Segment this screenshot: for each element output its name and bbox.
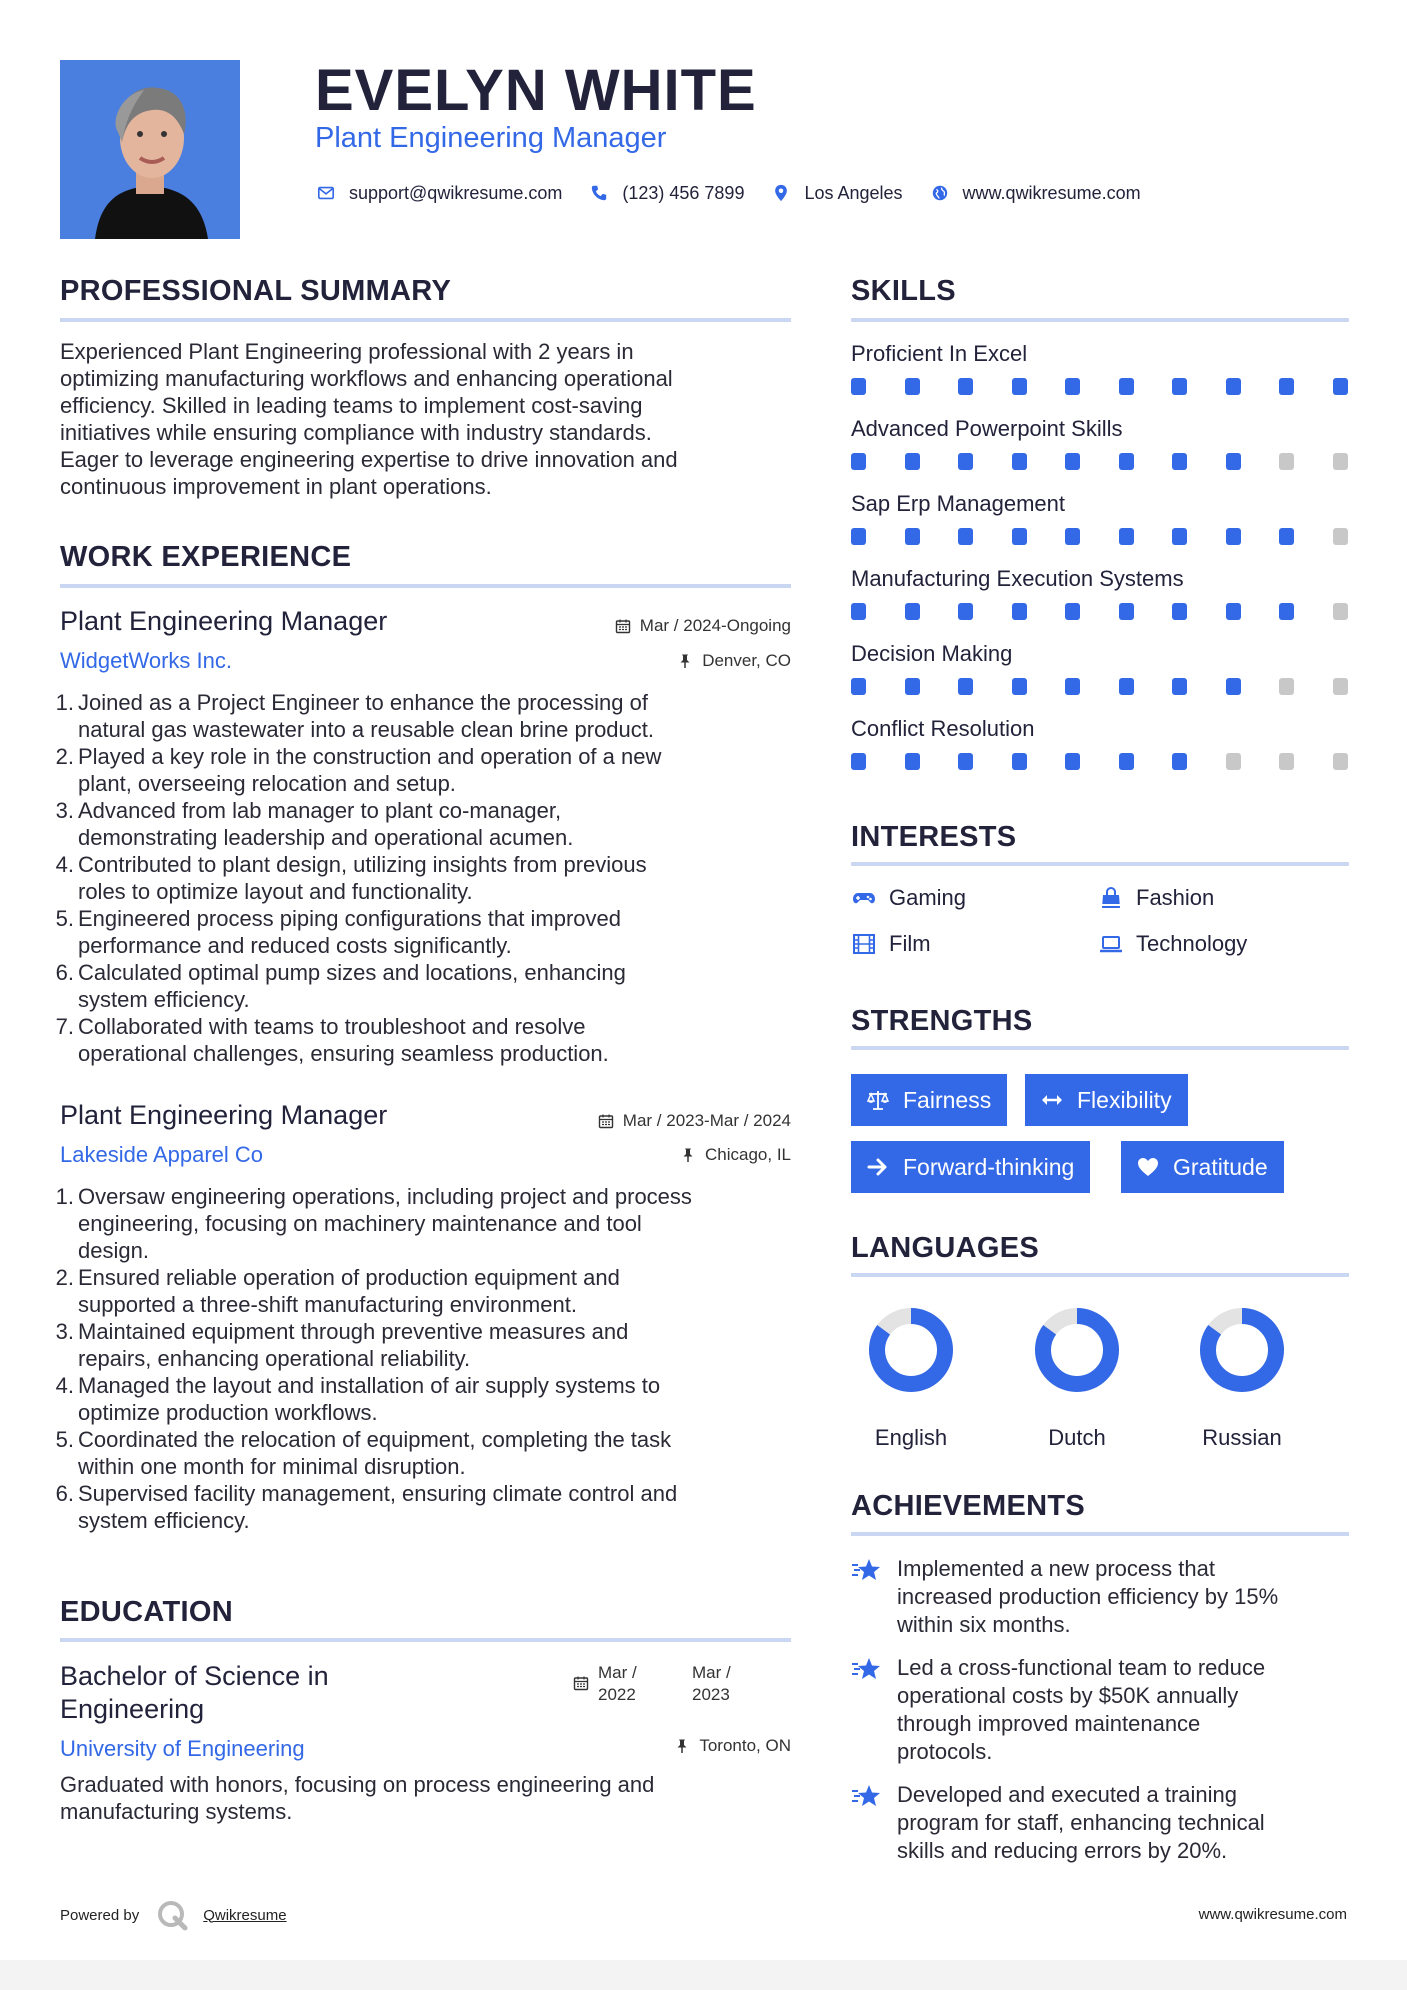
rating-dot-empty (1333, 753, 1348, 770)
candidate-role: Plant Engineering Manager (315, 122, 667, 154)
job-title: Plant Engineering Manager (60, 1100, 388, 1130)
achievement-item (851, 1555, 1351, 1639)
portrait-image (60, 60, 240, 239)
job-duties-list (50, 689, 790, 1067)
rating-dot-filled (1065, 753, 1080, 770)
interest-label: Gaming (889, 885, 967, 910)
rating-dot-filled (1279, 378, 1294, 395)
summary-line: efficiency. Skilled in leading teams to implement cost-saving (60, 393, 643, 418)
skill-rating (851, 753, 1349, 771)
summary-line: Experienced Plant Engineering professional with 2 years in (60, 339, 634, 364)
skills-heading: SKILLS (851, 275, 956, 307)
rating-dot-filled (851, 603, 866, 620)
rating-dot-filled (1012, 753, 1027, 770)
job-location (676, 650, 791, 672)
skill-item (851, 565, 1349, 621)
qwikresume-logo-icon (155, 1898, 189, 1932)
job-date (614, 615, 791, 637)
summary-divider (60, 318, 791, 322)
language-proficiency-ring (867, 1306, 955, 1394)
list-item: within one month for minimal disruption. (78, 1454, 466, 1479)
footer-branding (60, 1898, 287, 1932)
strength-label: Fairness (903, 1086, 992, 1113)
list-item: roles to optimize layout and functionality. (78, 879, 473, 904)
language-proficiency-ring (1198, 1306, 1286, 1394)
gamepad-icon (851, 885, 877, 911)
rating-dot-filled (958, 378, 973, 395)
rating-dot-empty (1279, 753, 1294, 770)
achievement-item (851, 1654, 1351, 1766)
rating-dot-filled (1065, 528, 1080, 545)
contact-bar (315, 178, 1167, 208)
globe-icon (929, 182, 951, 204)
languages-heading: LANGUAGES (851, 1232, 1039, 1264)
education-divider (60, 1638, 791, 1642)
language-name: Dutch (1048, 1425, 1106, 1450)
shopping-bag-icon (1098, 885, 1124, 911)
skill-rating (851, 453, 1349, 471)
rating-dot-filled (851, 453, 866, 470)
rating-dot-filled (851, 378, 866, 395)
website-text: www.qwikresume.com (962, 182, 1141, 203)
strength-chip (1025, 1074, 1188, 1126)
star-award-icon (851, 1555, 885, 1585)
language-item (1017, 1306, 1137, 1452)
rating-dot-filled (1172, 528, 1187, 545)
interest-fashion (1098, 884, 1214, 912)
education-dates (572, 1662, 731, 1706)
rating-dot-filled (851, 528, 866, 545)
list-item: optimize production workflows. (78, 1400, 378, 1425)
job-duties-list (50, 1183, 790, 1534)
list-item: 5. Coordinated the relocation of equipment, completing the task (55, 1427, 672, 1452)
list-item: demonstrating leadership and operational acumen. (78, 825, 574, 850)
arrow-right-icon (865, 1154, 891, 1180)
rating-dot-filled (1226, 453, 1241, 470)
list-item: 4. Contributed to plant design, utilizing insights from previous (55, 852, 647, 877)
rating-dot-filled (1012, 678, 1027, 695)
rating-dot-filled (1119, 753, 1134, 770)
summary-line: continuous improvement in plant operations. (60, 474, 492, 499)
contact-email[interactable] (315, 182, 562, 204)
experience-divider (60, 584, 791, 588)
achievement-item (851, 1781, 1351, 1865)
rating-dot-filled (905, 753, 920, 770)
skill-rating (851, 528, 1349, 546)
list-item: 5. Engineered process piping configurations that improved (55, 906, 621, 931)
star-award-icon (851, 1654, 885, 1684)
degree-title: Bachelor of Science in Engineering (60, 1661, 329, 1724)
school-name[interactable]: University of Engineering (60, 1736, 305, 1761)
job-location (679, 1144, 791, 1166)
list-item: operational challenges, ensuring seamless production. (78, 1041, 609, 1066)
summary-line: initiatives while ensuring compliance with industry standards. (60, 420, 652, 445)
languages-divider (851, 1273, 1349, 1277)
rating-dot-filled (1172, 378, 1187, 395)
date-text: Mar / 2023-Mar / 2024 (622, 1111, 791, 1130)
achievement-text: Implemented a new process that increased production efficiency by 15% within six months. (897, 1556, 1279, 1637)
language-item (1182, 1306, 1302, 1452)
phone-icon (588, 182, 610, 204)
pushpin-icon (673, 1737, 691, 1755)
skill-name: Proficient In Excel (851, 341, 1028, 366)
skills-divider (851, 318, 1349, 322)
interests-divider (851, 862, 1349, 866)
rating-dot-filled (905, 678, 920, 695)
strength-label: Forward-thinking (903, 1153, 1075, 1180)
strengths-divider (851, 1046, 1349, 1050)
footer-website[interactable]: www.qwikresume.com (1198, 1906, 1347, 1923)
list-item: performance and reduced costs significantly. (78, 933, 512, 958)
rating-dot-filled (905, 453, 920, 470)
rating-dot-filled (905, 378, 920, 395)
rating-dot-filled (851, 678, 866, 695)
skill-name: Decision Making (851, 641, 1013, 666)
list-item: supported a three-shift manufacturing environment. (78, 1292, 577, 1317)
rating-dot-filled (1119, 528, 1134, 545)
brand-link[interactable]: Qwikresume (203, 1906, 287, 1924)
page-bottom-band (0, 1960, 1407, 1990)
education-heading: EDUCATION (60, 1596, 233, 1628)
contact-location (770, 182, 902, 204)
rating-dot-filled (1333, 378, 1348, 395)
education-location (673, 1735, 791, 1757)
skill-item (851, 415, 1349, 471)
list-item: 2. Played a key role in the construction and operation of a new (55, 744, 662, 769)
rating-dot-filled (1119, 378, 1134, 395)
rating-dot-filled (905, 528, 920, 545)
candidate-name: EVELYN WHITE (315, 58, 757, 123)
rating-dot-empty (1226, 753, 1241, 770)
calendar-icon (614, 617, 632, 635)
skill-rating (851, 603, 1349, 621)
start-date: Mar / 2022 (598, 1663, 637, 1704)
heart-icon (1135, 1154, 1161, 1180)
rating-dot-filled (1226, 528, 1241, 545)
interest-label: Film (889, 931, 931, 956)
list-item: system efficiency. (78, 987, 250, 1012)
rating-dot-empty (1333, 453, 1348, 470)
education-description: Graduated with honors, focusing on process engineering and manufacturing systems. (60, 1772, 655, 1824)
interest-label: Technology (1136, 931, 1248, 956)
skill-name: Advanced Powerpoint Skills (851, 416, 1123, 441)
summary-heading: PROFESSIONAL SUMMARY (60, 275, 452, 307)
strength-chip (1121, 1141, 1284, 1193)
summary-line: Eager to leverage engineering expertise to drive innovation and (60, 447, 678, 472)
end-date: Mar / 2023 (692, 1663, 731, 1704)
rating-dot-filled (1065, 678, 1080, 695)
list-item: plant, overseeing relocation and setup. (78, 771, 456, 796)
rating-dot-filled (1172, 603, 1187, 620)
list-item: 4. Managed the layout and installation of air supply systems to (55, 1373, 661, 1398)
pushpin-icon (676, 652, 694, 670)
list-item: design. (78, 1238, 149, 1263)
company-name[interactable]: Lakeside Apparel Co (60, 1142, 264, 1167)
star-award-icon (851, 1781, 885, 1811)
list-item: natural gas wastewater into a reusable clean brine product. (78, 717, 655, 742)
strength-label: Flexibility (1077, 1086, 1172, 1113)
rating-dot-empty (1333, 528, 1348, 545)
rating-dot-filled (1065, 453, 1080, 470)
powered-by-text: Powered by (60, 1906, 140, 1924)
list-item: repairs, enhancing operational reliability. (78, 1346, 471, 1371)
rating-dot-filled (1172, 453, 1187, 470)
achievement-text: Led a cross-functional team to reduce operational costs by $50K annually through improved maintenance protocols. (897, 1655, 1266, 1764)
language-name: English (874, 1425, 948, 1450)
rating-dot-filled (1012, 528, 1027, 545)
rating-dot-empty (1279, 678, 1294, 695)
profile-photo (60, 60, 240, 239)
rating-dot-filled (1119, 603, 1134, 620)
skill-rating (851, 678, 1349, 696)
skill-item (851, 640, 1349, 696)
date-text: Mar / 2024-Ongoing (639, 616, 791, 635)
company-name[interactable]: WidgetWorks Inc. (60, 648, 232, 673)
rating-dot-filled (905, 603, 920, 620)
rating-dot-filled (1226, 603, 1241, 620)
rating-dot-filled (1119, 453, 1134, 470)
skill-rating (851, 378, 1349, 396)
strength-chip (851, 1074, 1007, 1126)
location-text: Toronto, ON (699, 1736, 791, 1755)
rating-dot-empty (1279, 453, 1294, 470)
rating-dot-filled (1012, 603, 1027, 620)
list-item: 1. Joined as a Project Engineer to enhance the processing of (55, 690, 648, 715)
interest-label: Fashion (1136, 885, 1215, 910)
interest-technology (1098, 930, 1247, 958)
strength-chip (851, 1141, 1090, 1193)
rating-dot-filled (958, 678, 973, 695)
list-item: 3. Maintained equipment through preventive measures and (55, 1319, 629, 1344)
rating-dot-filled (1012, 378, 1027, 395)
laptop-icon (1098, 931, 1124, 957)
contact-phone[interactable] (588, 182, 744, 204)
skill-item (851, 340, 1349, 396)
skill-name: Sap Erp Management (851, 491, 1066, 516)
interest-gaming (851, 884, 966, 912)
rating-dot-filled (958, 453, 973, 470)
experience-heading: WORK EXPERIENCE (60, 541, 352, 573)
interest-film (851, 930, 931, 958)
list-item: engineering, focusing on machinery maintenance and tool (78, 1211, 642, 1236)
job-date (597, 1110, 791, 1132)
skill-item (851, 715, 1349, 771)
location-text: Denver, CO (702, 651, 791, 670)
rating-dot-filled (1279, 528, 1294, 545)
arrows-horizontal-icon (1039, 1087, 1065, 1113)
language-item (851, 1306, 971, 1452)
rating-dot-filled (1279, 603, 1294, 620)
achievements-heading: ACHIEVEMENTS (851, 1490, 1086, 1522)
rating-dot-filled (958, 603, 973, 620)
rating-dot-filled (1119, 678, 1134, 695)
rating-dot-filled (1226, 678, 1241, 695)
achievements-divider (851, 1532, 1349, 1536)
rating-dot-filled (1172, 753, 1187, 770)
strength-label: Gratitude (1173, 1153, 1268, 1180)
calendar-icon (572, 1674, 590, 1692)
rating-dot-filled (1172, 678, 1187, 695)
list-item: 1. Oversaw engineering operations, including project and process (55, 1184, 692, 1209)
rating-dot-empty (1333, 603, 1348, 620)
envelope-icon (315, 182, 337, 204)
list-item: 3. Advanced from lab manager to plant co-manager, (55, 798, 562, 823)
calendar-icon (597, 1112, 615, 1130)
achievement-text: Developed and executed a training program for staff, enhancing technical skills and reducing errors by 20%. (897, 1782, 1265, 1863)
list-item: 7. Collaborated with teams to troubleshoot and resolve (55, 1014, 586, 1039)
job-title: Plant Engineering Manager (60, 606, 388, 636)
strengths-heading: STRENGTHS (851, 1005, 1033, 1037)
rating-dot-filled (958, 528, 973, 545)
contact-website[interactable] (929, 182, 1141, 204)
skill-name: Manufacturing Execution Systems (851, 566, 1184, 591)
location-text: Chicago, IL (705, 1145, 791, 1164)
rating-dot-filled (1226, 378, 1241, 395)
summary-line: optimizing manufacturing workflows and enhancing operational (60, 366, 673, 391)
rating-dot-filled (1065, 603, 1080, 620)
rating-dot-filled (851, 753, 866, 770)
list-item: 6. Calculated optimal pump sizes and locations, enhancing (55, 960, 626, 985)
location-text: Los Angeles (804, 182, 903, 203)
list-item: 2. Ensured reliable operation of production equipment and (55, 1265, 620, 1290)
film-icon (851, 931, 877, 957)
rating-dot-empty (1333, 678, 1348, 695)
map-pin-icon (770, 182, 792, 204)
rating-dot-filled (958, 753, 973, 770)
interests-heading: INTERESTS (851, 821, 1017, 853)
skill-item (851, 490, 1349, 546)
language-name: Russian (1202, 1425, 1282, 1450)
phone-text: (123) 456 7899 (622, 182, 745, 203)
language-proficiency-ring (1033, 1306, 1121, 1394)
email-text: support@qwikresume.com (349, 182, 563, 203)
list-item: system efficiency. (78, 1508, 250, 1533)
skill-name: Conflict Resolution (851, 716, 1035, 741)
balance-scale-icon (865, 1087, 891, 1113)
pushpin-icon (679, 1146, 697, 1164)
list-item: 6. Supervised facility management, ensuring climate control and (55, 1481, 678, 1506)
rating-dot-filled (1012, 453, 1027, 470)
rating-dot-filled (1065, 378, 1080, 395)
summary-text (60, 338, 800, 500)
